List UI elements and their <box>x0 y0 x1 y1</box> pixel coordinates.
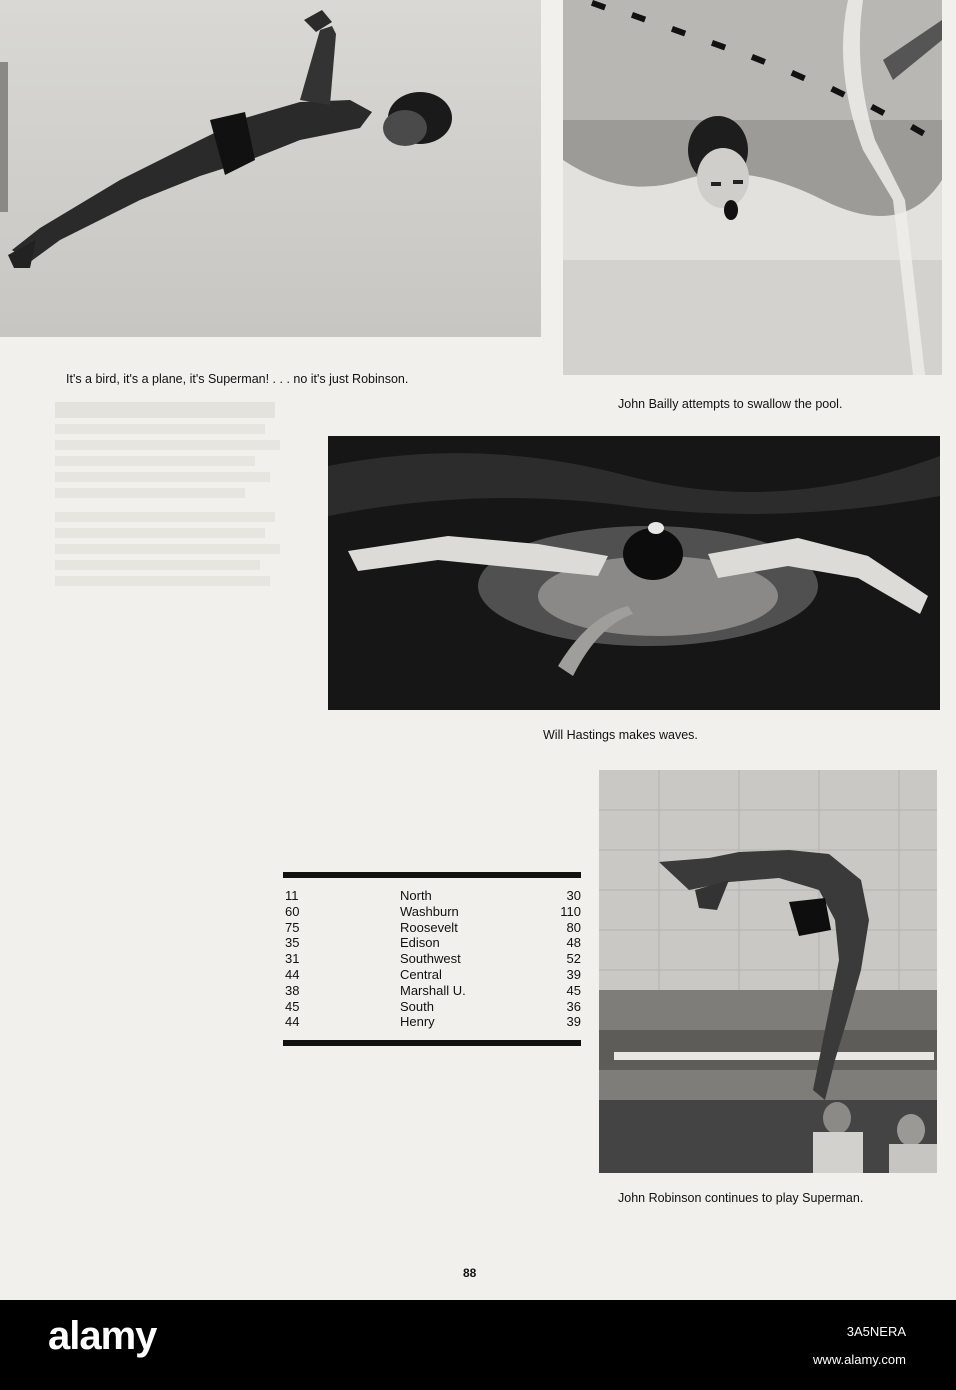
score-table <box>283 872 581 1048</box>
opponent-name: Marshall U. <box>400 982 466 998</box>
our-score: 45 <box>285 998 300 1014</box>
opponent-name: South <box>400 998 434 1014</box>
our-score: 60 <box>285 903 300 919</box>
caption-robinson: John Robinson continues to play Superman. <box>618 1191 864 1205</box>
opponent-score: 110 <box>560 903 581 919</box>
our-score: 35 <box>285 935 300 951</box>
opponent-name: Roosevelt <box>400 919 458 935</box>
photo-bailly-swimming <box>563 0 942 375</box>
table-row <box>283 1014 581 1030</box>
caption-dive: It's a bird, it's a plane, it's Superman! . . . no it's just Robinson. <box>66 372 409 386</box>
our-score: 31 <box>285 951 300 967</box>
opponent-score: 39 <box>566 1014 581 1030</box>
table-row <box>283 983 581 999</box>
table-row <box>283 951 581 967</box>
opponent-name: Henry <box>400 1014 435 1030</box>
our-score: 75 <box>285 919 300 935</box>
photo-robinson-dive <box>599 770 937 1173</box>
opponent-score: 39 <box>566 966 581 982</box>
our-score: 38 <box>285 982 300 998</box>
watermark-footer <box>0 1300 956 1390</box>
alamy-logo: alamy <box>48 1314 157 1358</box>
table-top-rule <box>283 872 581 878</box>
opponent-score: 45 <box>566 982 581 998</box>
opponent-score: 30 <box>566 888 581 903</box>
photo-diver-robinson <box>0 0 541 337</box>
our-score: 11 <box>285 888 299 903</box>
table-row <box>283 935 581 951</box>
opponent-score: 52 <box>566 951 581 967</box>
table-row <box>283 999 581 1015</box>
photo-hastings-butterfly <box>328 436 940 710</box>
bleed-through-text <box>55 398 285 678</box>
table-row <box>283 888 581 904</box>
opponent-score: 80 <box>566 919 581 935</box>
image-id: 3A5NERA <box>846 1324 906 1339</box>
opponent-name: North <box>400 888 432 903</box>
page-number: 88 <box>463 1266 477 1280</box>
opponent-score: 36 <box>566 998 581 1014</box>
opponent-score: 48 <box>566 935 581 951</box>
site-url: www.alamy.com <box>813 1352 906 1367</box>
table-row <box>283 967 581 983</box>
our-score: 44 <box>285 1014 300 1030</box>
caption-bailly: John Bailly attempts to swallow the pool. <box>618 397 843 411</box>
opponent-name: Central <box>400 966 442 982</box>
caption-hastings: Will Hastings makes waves. <box>543 728 698 742</box>
opponent-name: Washburn <box>400 903 459 919</box>
table-row <box>283 920 581 936</box>
opponent-name: Edison <box>400 935 440 951</box>
score-rows <box>283 888 581 1030</box>
table-row <box>283 904 581 920</box>
our-score: 44 <box>285 966 300 982</box>
table-bottom-rule <box>283 1040 581 1046</box>
opponent-name: Southwest <box>400 951 461 967</box>
